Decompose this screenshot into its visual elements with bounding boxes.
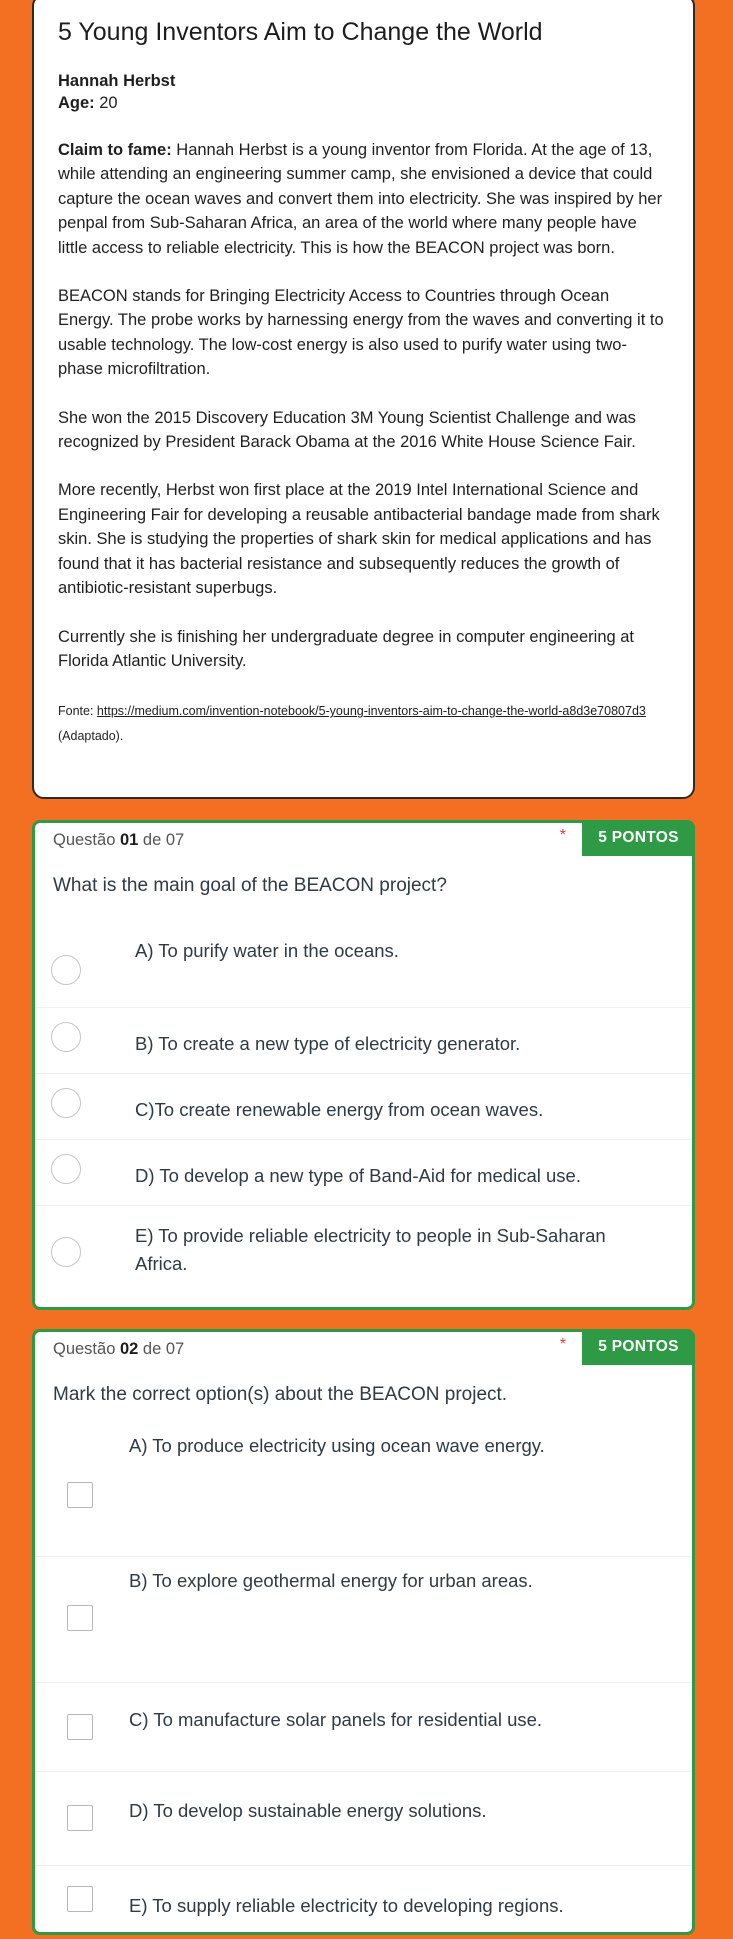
option-c-label: C)To create renewable energy from ocean waves. xyxy=(135,1099,544,1120)
radio-option-e[interactable] xyxy=(51,1237,81,1267)
question-card-01 xyxy=(32,820,695,1310)
points-badge: 5 PONTOS xyxy=(582,1329,695,1365)
checkbox-d[interactable] xyxy=(67,1805,93,1831)
claim-label: Claim to fame: xyxy=(58,141,172,159)
bandage-paragraph: More recently, Herbst won first place at the 2019 Intel International Science and Engineering Fair for developing a reusable antibacterial bandage made from shark skin. She is studying the properties of shark skin for medical applications and has found that it has bacterial resistance and subsequently reduces the growth of antibiotic-resistant superbugs. xyxy=(58,481,660,598)
source-citation xyxy=(58,699,669,749)
option-a[interactable] xyxy=(35,909,692,1008)
article-title: 5 Young Inventors Aim to Change the World xyxy=(58,18,543,46)
question-counter-prefix: Questão xyxy=(53,831,120,849)
question-counter xyxy=(53,831,184,850)
inventor-name: Hannah Herbst xyxy=(58,72,176,90)
option-d-label: D) To develop a new type of Band-Aid for medical use. xyxy=(135,1165,581,1186)
required-star-icon: * xyxy=(559,827,566,844)
option-b[interactable] xyxy=(35,1008,692,1074)
claim-paragraph xyxy=(58,138,669,260)
checkbox-a[interactable] xyxy=(67,1482,93,1508)
beacon-paragraph: BEACON stands for Bringing Electricity Access to Countries through Ocean Energy. The probe works by harnessing energy from the waves and converting it to usable technology. The low-cost energy is also used to purify water using two-phase microfiltration. xyxy=(58,287,664,379)
question-card-02 xyxy=(32,1329,695,1935)
radio-option-c[interactable] xyxy=(51,1088,81,1118)
required-star-icon: * xyxy=(559,1336,566,1353)
source-link[interactable]: https://medium.com/invention-notebook/5-young-inventors-aim-to-change-the-world-a8d3e70807d3 xyxy=(96,704,646,719)
checkbox-option-d-label: D) To develop sustainable energy solutions. xyxy=(129,1800,487,1821)
claim-text: Hannah Herbst is a young inventor from Florida. At the age of 13, while attending an engineering summer camp, she envisioned a device that could capture the ocean waves and convert them into electricity. She was inspired by her penpal from Sub-Saharan Africa, an area of the world where many people have little access to reliable electricity. This is how the BEACON project was born. xyxy=(58,141,663,257)
inventor-age xyxy=(58,92,669,114)
radio-option-d[interactable] xyxy=(51,1154,81,1184)
radio-option-b[interactable] xyxy=(51,1022,81,1052)
checkbox-option-b-label: B) To explore geothermal energy for urban areas. xyxy=(129,1570,533,1591)
checkbox-option-e-label: E) To supply reliable electricity to developing regions. xyxy=(129,1895,564,1916)
question-header xyxy=(35,823,692,863)
checkbox-b[interactable] xyxy=(67,1605,93,1631)
age-label: Age: xyxy=(58,94,95,112)
points-badge: 5 PONTOS xyxy=(582,820,695,856)
checkbox-option-d[interactable] xyxy=(35,1772,692,1866)
question-counter-suffix: de 07 xyxy=(138,831,185,849)
checkbox-c[interactable] xyxy=(67,1714,93,1740)
article-card xyxy=(32,0,695,799)
radio-option-a[interactable] xyxy=(51,955,81,985)
question-text: What is the main goal of the BEACON project? xyxy=(53,875,447,896)
question-counter-prefix: Questão xyxy=(53,1340,120,1358)
question-number: 01 xyxy=(119,831,139,849)
question-header xyxy=(35,1332,692,1372)
checkbox-option-a[interactable] xyxy=(35,1422,692,1557)
option-e[interactable] xyxy=(35,1206,692,1307)
question-counter xyxy=(53,1340,184,1359)
question-counter-suffix: de 07 xyxy=(138,1340,185,1358)
awards-paragraph: She won the 2015 Discovery Education 3M Young Scientist Challenge and was recognized by President Barack Obama at the 2016 White House Science Fair. xyxy=(58,408,636,452)
question-number: 02 xyxy=(119,1340,139,1358)
checkbox-option-b[interactable] xyxy=(35,1557,692,1683)
source-label: Fonte: xyxy=(58,704,97,719)
checkbox-e[interactable] xyxy=(67,1886,93,1912)
education-paragraph: Currently she is finishing her undergraduate degree in computer engineering at Florida Atlantic University. xyxy=(58,627,635,670)
checkbox-option-e[interactable] xyxy=(35,1866,692,1932)
option-a-label: A) To purify water in the oceans. xyxy=(135,940,399,961)
option-d[interactable] xyxy=(35,1140,692,1206)
checkbox-option-c[interactable] xyxy=(35,1683,692,1772)
option-c[interactable] xyxy=(35,1074,692,1140)
age-value: 20 xyxy=(94,94,118,112)
source-suffix: (Adaptado). xyxy=(58,729,124,744)
checkbox-option-c-label: C) To manufacture solar panels for residential use. xyxy=(129,1709,543,1730)
question-text: Mark the correct option(s) about the BEACON project. xyxy=(53,1384,508,1405)
checkbox-option-a-label: A) To produce electricity using ocean wave energy. xyxy=(129,1435,545,1456)
option-e-label: E) To provide reliable electricity to people in Sub-Saharan Africa. xyxy=(135,1225,606,1274)
option-b-label: B) To create a new type of electricity generator. xyxy=(135,1033,521,1054)
